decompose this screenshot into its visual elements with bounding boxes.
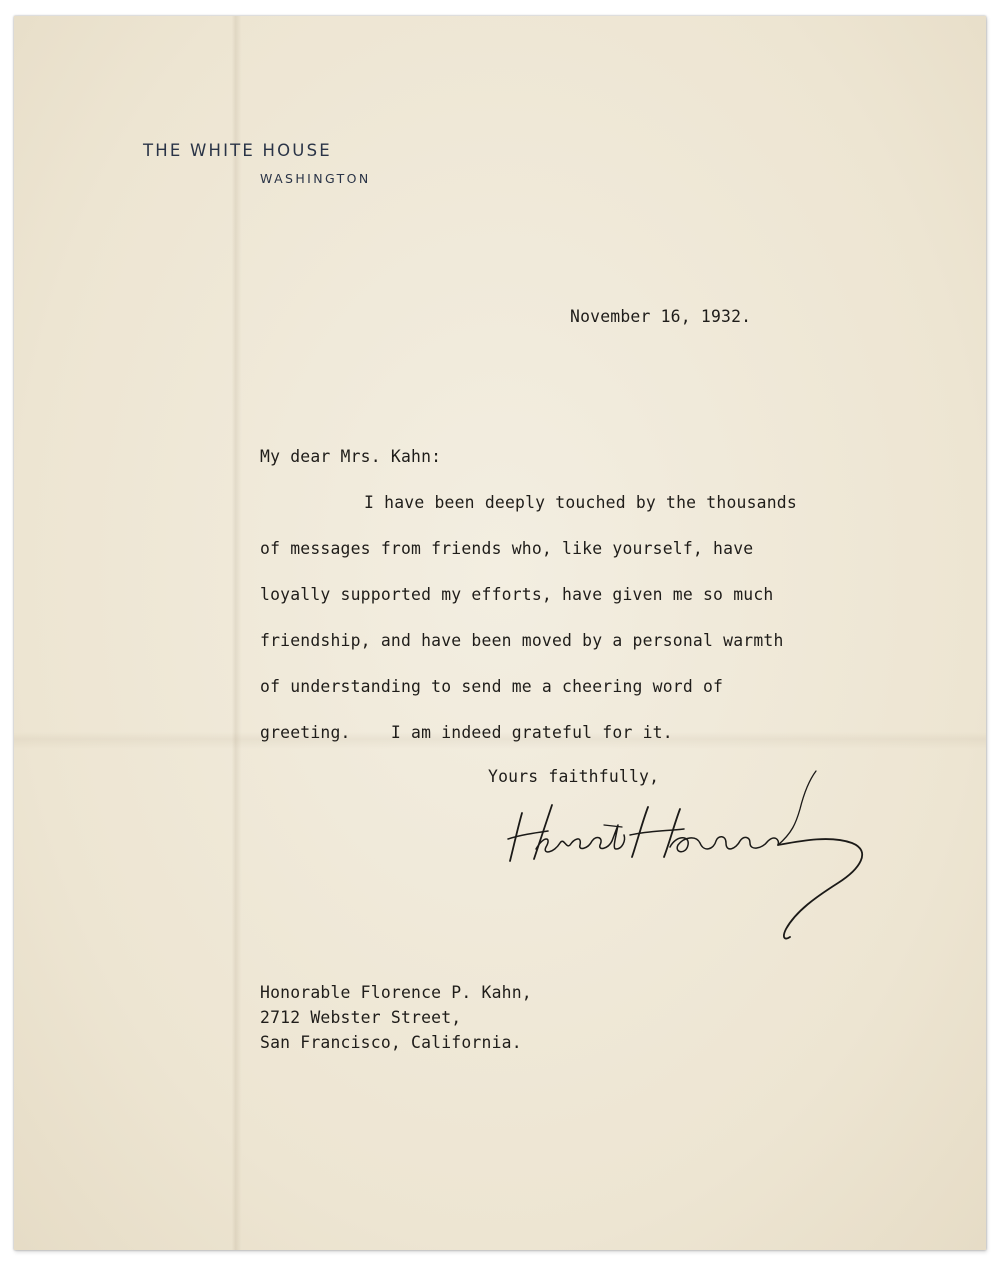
address-line: 2712 Webster Street, [260,1008,462,1027]
address-line: San Francisco, California. [260,1033,522,1052]
body-line: of messages from friends who, like yourself, have [260,539,754,558]
signature [500,765,890,950]
closing: Yours faithfully, [488,767,660,786]
body-line: loyally supported my efforts, have given me so much [260,585,774,604]
address-line: Honorable Florence P. Kahn, [260,983,532,1002]
body-line: friendship, and have been moved by a personal warmth [260,631,784,650]
body-line: of understanding to send me a cheering word of [260,677,724,696]
letterhead-city: WASHINGTON [260,171,371,186]
letterhead-title: THE WHITE HOUSE [143,141,332,160]
salutation: My dear Mrs. Kahn: [260,447,442,466]
body-line: greeting. I am indeed grateful for it. [260,723,673,742]
body-line: I have been deeply touched by the thousands [364,493,797,512]
letter-date: November 16, 1932. [570,307,752,326]
